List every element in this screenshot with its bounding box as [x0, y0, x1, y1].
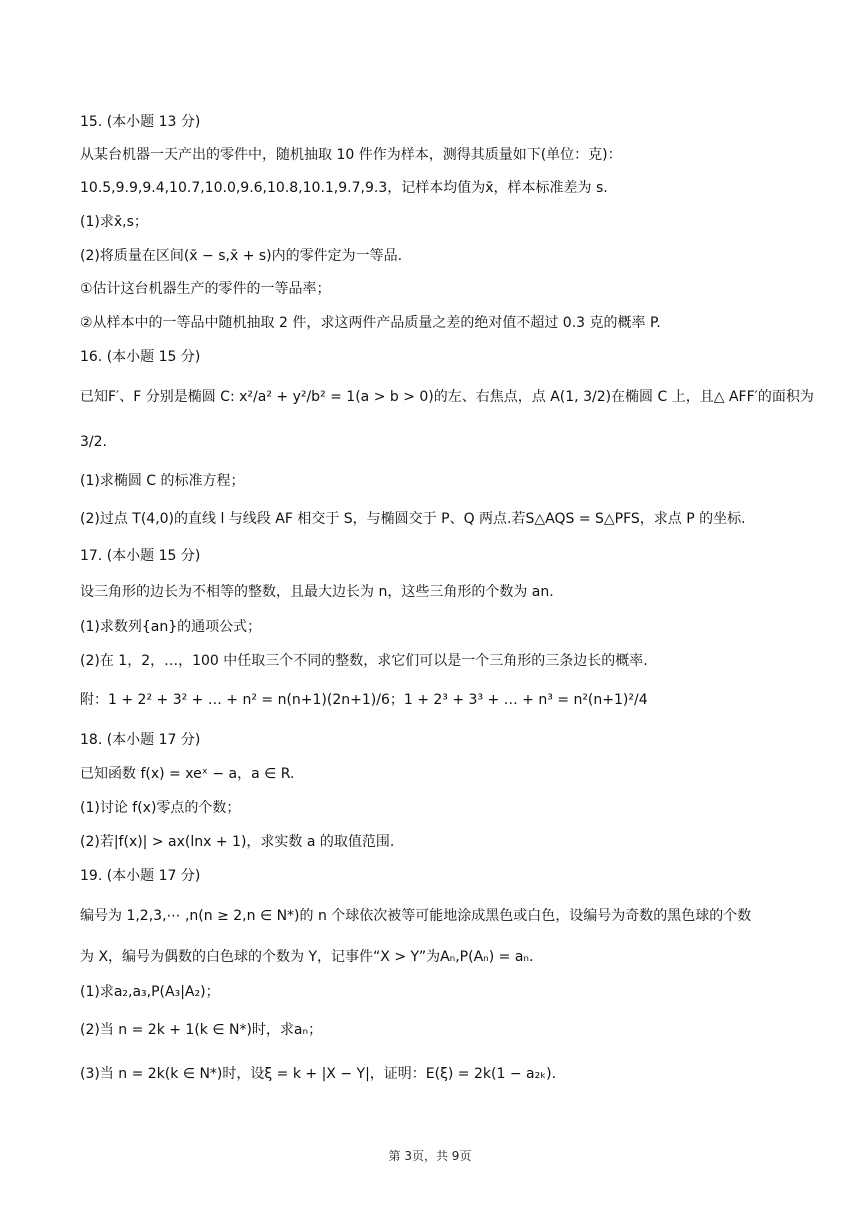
problem-15-question-2b: ②从样本中的一等品中随机抽取 2 件，求这两件产品质量之差的绝对值不超过 0.3 克的概率 P. [80, 315, 661, 331]
problem-16-question-2: (2)过点 T(4,0)的直线 l 与线段 AF 相交于 S，与椭圆交于 P、Q 两点.若S△AQS = S△PFS，求点 P 的坐标. [80, 511, 746, 527]
problem-19-question-3: (3)当 n = 2k(k ∈ N*)时，设ξ = k + |X − Y|，证明：E(ξ) = 2k(1 − a₂ₖ). [80, 1066, 557, 1082]
problem-17-stem-line-1: 设三角形的边长为不相等的整数，且最大边长为 n，这些三角形的个数为 an. [80, 584, 554, 600]
problem-15-stem-line-2: 10.5,9.9,9.4,10.7,10.0,9.6,10.8,10.1,9.7,9.3，记样本均值为x̄，样本标准差为 s. [80, 180, 608, 196]
problem-19-question-2: (2)当 n = 2k + 1(k ∈ N*)时，求aₙ； [80, 1022, 323, 1038]
problem-19-header: 19. (本小题 17 分) [80, 868, 201, 884]
problem-15-stem-line-1: 从某台机器一天产出的零件中，随机抽取 10 件作为样本，测得其质量如下(单位：克)： [80, 147, 622, 163]
problem-18-stem-line-1: 已知函数 f(x) = xeˣ − a，a ∈ R. [80, 766, 295, 782]
problem-17-appendix-formulas: 附：1 + 2² + 3² + … + n² = n(n+1)(2n+1)/6；1 + 2³ + 3³ + … + n³ = n²(n+1)²/4 [80, 692, 648, 708]
problem-19-question-1: (1)求a₂,a₃,P(A₃|A₂)； [80, 984, 220, 1000]
problem-19-stem-line-1: 编号为 1,2,3,⋯ ,n(n ≥ 2,n ∈ N*)的 n 个球依次被等可能地涂成黑色或白色，设编号为奇数的黑色球的个数 [80, 908, 752, 924]
problem-18-question-1: (1)讨论 f(x)零点的个数； [80, 800, 241, 816]
problem-16-stem-line-2: 3/2. [80, 434, 107, 450]
problem-17-header: 17. (本小题 15 分) [80, 548, 201, 564]
problem-16-question-1: (1)求椭圆 C 的标准方程； [80, 473, 245, 489]
problem-15-question-2: (2)将质量在区间(x̄ − s,x̄ + s)内的零件定为一等品. [80, 248, 403, 264]
problem-16-stem-line-1: 已知F′、F 分别是椭圆 C: x²/a² + y²/b² = 1(a > b > 0)的左、右焦点，点 A(1, 3/2)在椭圆 C 上，且△ AFF′的面积为 [80, 389, 814, 405]
problem-18-question-2: (2)若|f(x)| > ax(lnx + 1)，求实数 a 的取值范围. [80, 834, 395, 850]
problem-16-header: 16. (本小题 15 分) [80, 349, 201, 365]
problem-15-question-1: (1)求x̄,s； [80, 214, 148, 230]
page-number-footer: 第 3页，共 9页 [388, 1149, 472, 1163]
problem-19-stem-line-2: 为 X，编号为偶数的白色球的个数为 Y，记事件“X > Y”为Aₙ,P(Aₙ) = aₙ. [80, 949, 534, 965]
problem-18-header: 18. (本小题 17 分) [80, 732, 201, 748]
problem-17-question-1: (1)求数列{an}的通项公式； [80, 619, 262, 635]
problem-15-header: 15. (本小题 13 分) [80, 114, 201, 130]
problem-17-question-2: (2)在 1，2，…，100 中任取三个不同的整数，求它们可以是一个三角形的三条边长的概率. [80, 653, 648, 669]
problem-15-question-2a: ①估计这台机器生产的零件的一等品率； [80, 281, 331, 297]
